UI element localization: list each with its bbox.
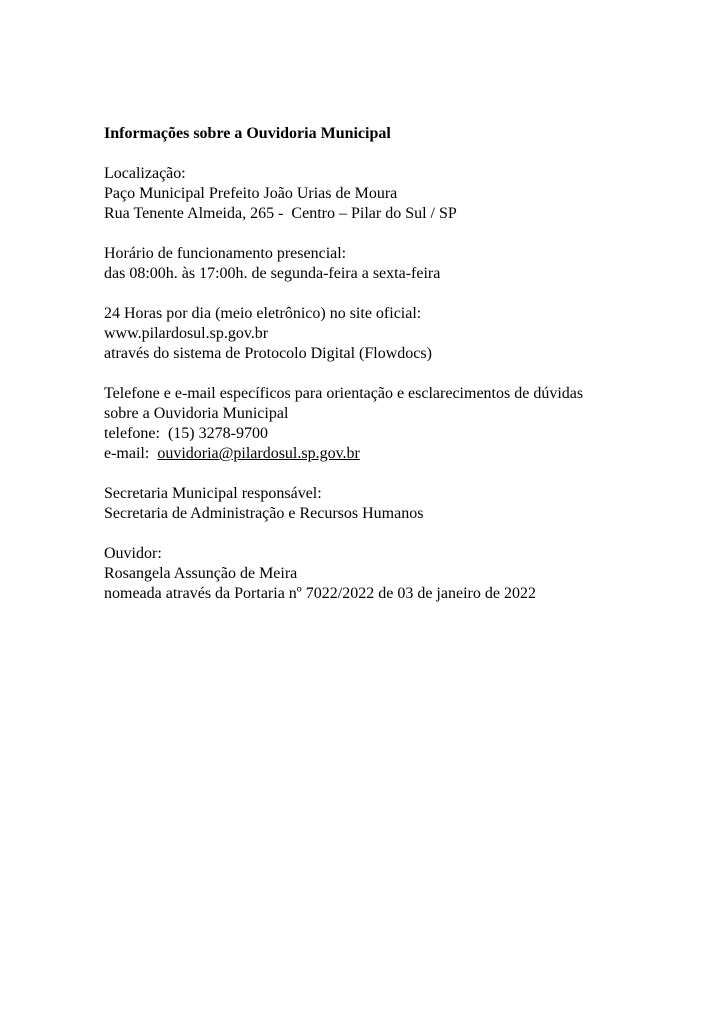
email-label: e-mail: (104, 445, 158, 462)
secretariat-heading: Secretaria Municipal responsável: (104, 485, 322, 502)
online-heading: 24 Horas por dia (meio eletrônico) no site oficial: (104, 305, 422, 322)
ombudsman-section (104, 544, 704, 604)
spacer (104, 144, 704, 164)
official-site-text: www.pilardosul.sp.gov.br (104, 325, 269, 342)
email-link[interactable]: ouvidoria@pilardosul.sp.gov.br (157, 445, 360, 462)
contact-phone: telefone: (15) 3278-9700 (104, 425, 268, 442)
ombudsman-name: Rosangela Assunção de Meira (104, 565, 298, 582)
ombudsman-heading: Ouvidor: (104, 545, 162, 562)
hours-section (104, 244, 704, 284)
document-page (104, 124, 704, 604)
spacer (104, 284, 704, 304)
location-address: Rua Tenente Almeida, 265 - Centro – Pilar do Sul / SP (104, 205, 457, 222)
contact-section (104, 384, 704, 464)
secretariat-section (104, 484, 704, 524)
location-building: Paço Municipal Prefeito João Urias de Moura (104, 185, 398, 202)
contact-email-line (104, 444, 704, 464)
contact-heading-line2: sobre a Ouvidoria Municipal (104, 405, 289, 422)
hours-heading: Horário de funcionamento presencial: (104, 245, 347, 262)
document-title: Informações sobre a Ouvidoria Municipal (104, 125, 391, 142)
contact-heading-line1: Telefone e e-mail específicos para orientação e esclarecimentos de dúvidas (104, 385, 584, 402)
ombudsman-appointment: nomeada através da Portaria nº 7022/2022 de 03 de janeiro de 2022 (104, 585, 536, 602)
location-heading: Localização: (104, 165, 186, 182)
online-system: através do sistema de Protocolo Digital (Flowdocs) (104, 345, 432, 362)
location-section (104, 164, 704, 224)
spacer (104, 224, 704, 244)
spacer (104, 524, 704, 544)
secretariat-name: Secretaria de Administração e Recursos Humanos (104, 505, 424, 522)
spacer (104, 364, 704, 384)
online-section (104, 304, 704, 364)
hours-schedule: das 08:00h. às 17:00h. de segunda-feira a sexta-feira (104, 265, 441, 282)
spacer (104, 464, 704, 484)
